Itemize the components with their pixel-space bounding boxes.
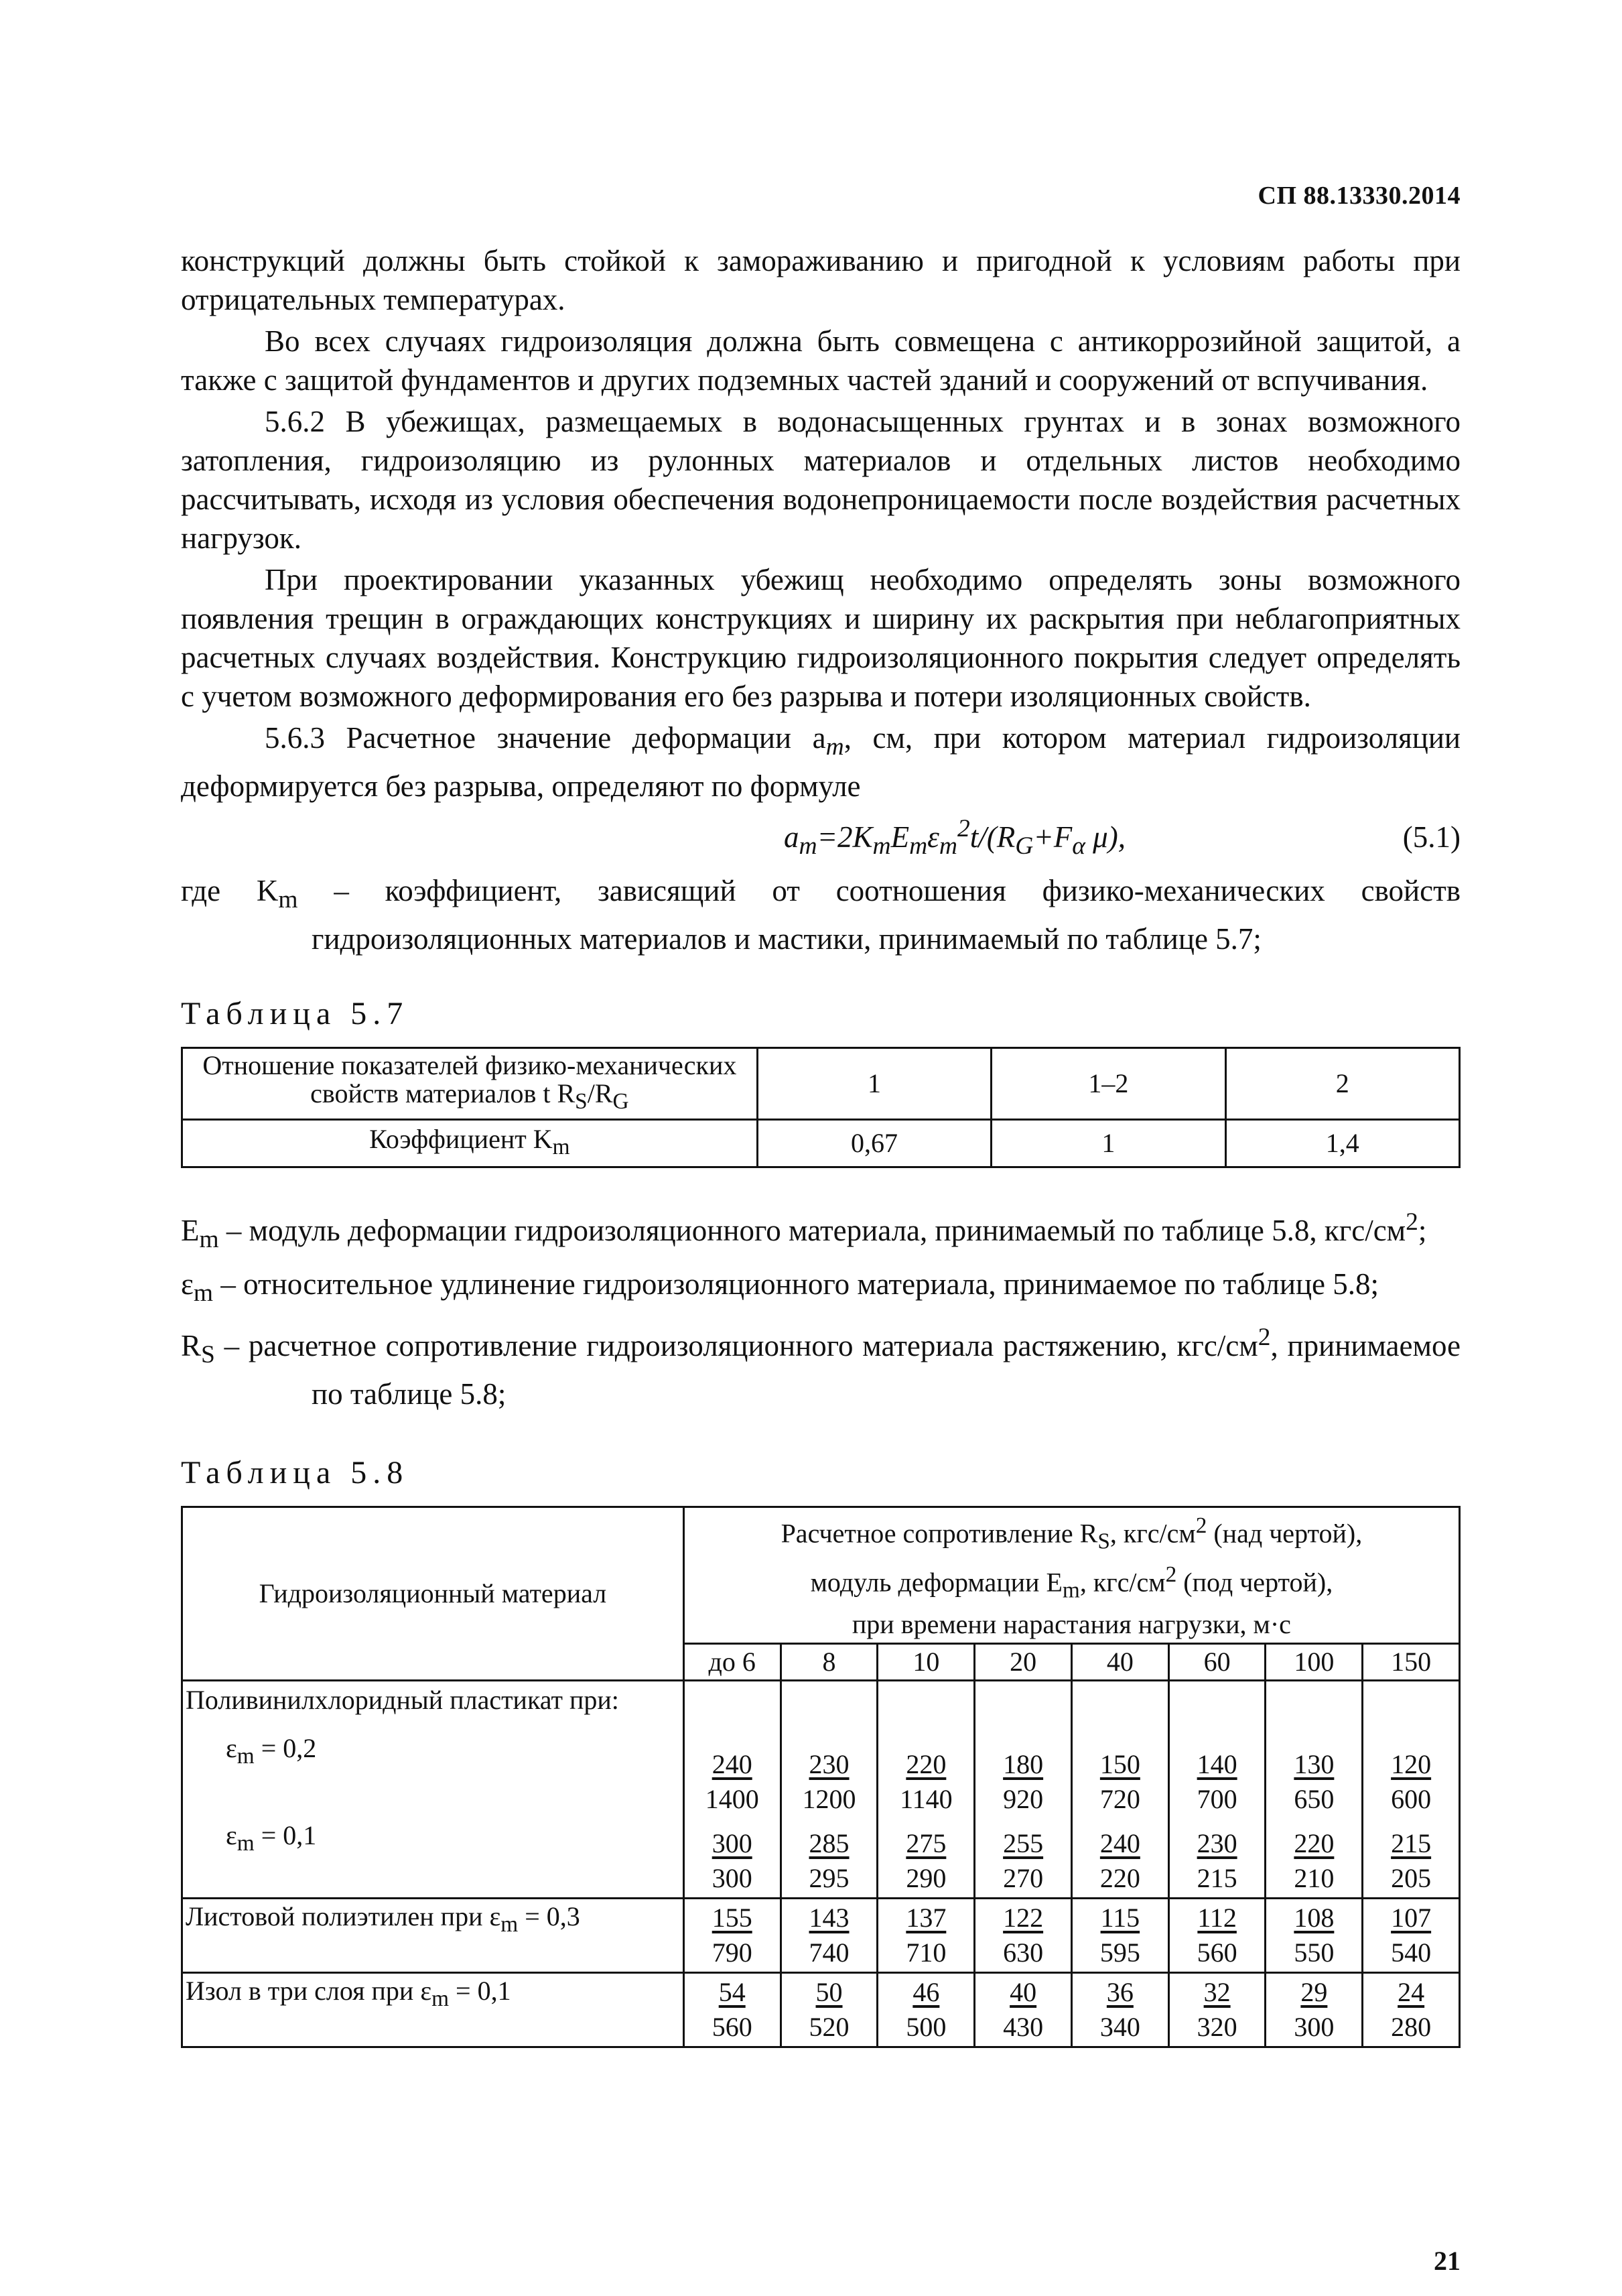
f-a: a — [784, 820, 799, 854]
pvc-02-sym: ε — [226, 1732, 237, 1763]
value-top: 115 — [1100, 1902, 1140, 1933]
izol-label — [182, 1972, 684, 2047]
value-bottom: 205 — [1391, 1862, 1432, 1893]
km-text: – коэффициент, зависящий от соотношения физико-механических свойств гидроизоляционных материалов и мастики, принимаемый по таблице 5.7; — [297, 874, 1461, 956]
table-row-izol — [182, 1972, 1460, 2047]
gh1-b: , кгс/см — [1109, 1518, 1196, 1549]
def-eps-sym: ε — [181, 1267, 194, 1301]
pvc-label: Поливинилхлоридный пластикат при: — [186, 1684, 619, 1715]
value-bottom: 1400 — [705, 1783, 759, 1814]
value-top: 24 — [1398, 1976, 1425, 2007]
izol-sub: m — [431, 1986, 450, 2011]
table-5-7 — [181, 1047, 1461, 1168]
value-bottom: 500 — [906, 2011, 947, 2042]
gh2-sub: m — [1062, 1578, 1080, 1603]
table-5-7-cell: 1 — [757, 1048, 991, 1120]
def-eps-text: – относительное удлинение гидроизоляционного материала, принимаемое по таблице 5.8; — [213, 1267, 1379, 1301]
pe-cell — [683, 1898, 781, 1972]
value-bottom: 700 — [1197, 1783, 1237, 1814]
f-sub-g: G — [1015, 832, 1034, 860]
value-top: 215 — [1391, 1828, 1432, 1858]
izol-cell — [1363, 1972, 1460, 2047]
value-top: 108 — [1294, 1902, 1335, 1933]
table-5-7-cell: 2 — [1225, 1048, 1459, 1120]
time-cell: 150 — [1363, 1643, 1460, 1680]
value-top: 54 — [718, 1976, 746, 2007]
izol-label-text: Изол в три слоя при ε — [186, 1975, 432, 2006]
value-bottom: 280 — [1391, 2011, 1432, 2042]
table-row-pvc — [182, 1680, 1460, 1898]
definition-rs — [181, 1318, 1461, 1413]
izol-cell — [1266, 1972, 1363, 2047]
pe-label — [182, 1898, 684, 1972]
table-5-7-row1-label — [182, 1048, 758, 1120]
value-bottom: 595 — [1099, 1937, 1140, 1968]
def-em-sup: 2 — [1406, 1208, 1418, 1236]
value-bottom: 430 — [1003, 2011, 1044, 2042]
value-bottom: 300 — [1294, 2011, 1335, 2042]
table-5-7-caption: Таблица 5.7 — [181, 996, 409, 1031]
value-bottom: 710 — [906, 1937, 947, 1968]
value-top: 180 — [1003, 1748, 1044, 1779]
value-bottom: 720 — [1099, 1783, 1140, 1814]
row1-label-sub1: S — [575, 1089, 588, 1114]
pvc-01-sub: m — [236, 1830, 255, 1856]
group-header-line-1 — [687, 1509, 1456, 1558]
f-sub-alpha: α — [1072, 832, 1085, 860]
group-header-line-2 — [687, 1558, 1456, 1607]
table-5-8-caption: Таблица 5.8 — [181, 1455, 409, 1490]
def-rs-sym: R — [181, 1329, 202, 1362]
value-top: 240 — [712, 1748, 752, 1779]
table-5-7-cell: 1,4 — [1225, 1120, 1459, 1167]
pvc-cell — [878, 1680, 975, 1898]
page-number: 21 — [1434, 2246, 1461, 2276]
row1-label-slash: /R — [587, 1078, 613, 1108]
pvc-cell — [1168, 1680, 1266, 1898]
gh1-c: (над чертой), — [1207, 1518, 1363, 1549]
izol-cell — [781, 1972, 878, 2047]
izol-cell — [1168, 1972, 1266, 2047]
f-plus-f: +F — [1033, 820, 1073, 854]
value-bottom: 520 — [809, 2011, 850, 2042]
km-definition — [181, 871, 1461, 958]
table-5-7-cell: 0,67 — [757, 1120, 991, 1167]
f-eps: ε — [927, 820, 939, 854]
pvc-cell — [1363, 1680, 1460, 1898]
paragraph-5 — [181, 718, 1461, 806]
pvc-02-label — [186, 1731, 680, 1774]
pe-cell — [975, 1898, 1072, 1972]
value-bottom: 340 — [1099, 2011, 1140, 2042]
value-bottom: 560 — [712, 2011, 752, 2042]
f-sub-m4: m — [939, 832, 957, 860]
pe-cell — [1071, 1898, 1168, 1972]
value-top: 137 — [906, 1902, 947, 1933]
time-cell: 8 — [781, 1643, 878, 1680]
row2-label-text: Коэффициент K — [369, 1124, 553, 1154]
value-bottom: 550 — [1294, 1937, 1335, 1968]
table-5-7-row2-label — [182, 1120, 758, 1167]
pe-label-text: Листовой полиэтилен при ε — [186, 1901, 501, 1931]
pe-cell — [781, 1898, 878, 1972]
f-sup-2: 2 — [957, 815, 970, 842]
body-text — [181, 241, 1461, 2048]
f-tr: t/(R — [969, 820, 1016, 854]
time-cell: 60 — [1168, 1643, 1266, 1680]
def-em-sub: m — [199, 1226, 219, 1253]
def-rs-sup: 2 — [1258, 1324, 1271, 1351]
time-cell: 10 — [878, 1643, 975, 1680]
paragraph-1: конструкций должны быть стойкой к замораживанию и пригодной к условиям работы при отрицательных температурах. — [181, 244, 1461, 316]
value-top: 130 — [1294, 1748, 1335, 1779]
f-e: E — [890, 820, 910, 854]
value-top: 285 — [809, 1828, 850, 1858]
time-cell: 100 — [1266, 1643, 1363, 1680]
table-row — [182, 1048, 1460, 1120]
value-bottom: 540 — [1391, 1937, 1432, 1968]
value-bottom: 600 — [1391, 1783, 1432, 1814]
standard-code: СП 88.13330.2014 — [1258, 182, 1461, 210]
row2-label-sub: m — [552, 1135, 570, 1159]
value-top: 36 — [1106, 1976, 1134, 2007]
def-rs-tail: , принимаемое по таблице 5.8; — [312, 1329, 1461, 1411]
pe-cell — [1363, 1898, 1460, 1972]
paragraph-2: Во всех случаях гидроизоляция должна быть совмещена с антикоррозийной защитой, а также с защитой фундаментов и других подземных частей зданий и сооружений от вспучивания. — [181, 324, 1461, 397]
formula-number: (5.1) — [1402, 820, 1461, 854]
formula-row — [181, 810, 1461, 866]
value-top: 120 — [1391, 1748, 1432, 1779]
value-top: 29 — [1300, 1976, 1328, 2007]
pe-cell — [1266, 1898, 1363, 1972]
izol-cell — [1071, 1972, 1168, 2047]
value-bottom: 1140 — [900, 1783, 953, 1814]
paragraph-5-sub: m — [825, 733, 844, 761]
value-bottom: 740 — [809, 1937, 850, 1968]
pvc-02-sub: m — [236, 1743, 255, 1769]
value-top: 220 — [906, 1748, 947, 1779]
table-row-pe — [182, 1898, 1460, 1972]
f-mu: μ), — [1085, 820, 1126, 854]
group-header-line-3: при времени нарастания нагрузки, м·с — [852, 1608, 1291, 1639]
value-bottom: 290 — [906, 1862, 947, 1893]
pe-val: = 0,3 — [518, 1901, 580, 1931]
value-top: 140 — [1197, 1748, 1237, 1779]
gh2-a: модуль деформации E — [810, 1567, 1063, 1598]
pvc-cell — [975, 1680, 1072, 1898]
value-bottom: 300 — [712, 1862, 752, 1893]
gh1-a: Расчетное сопротивление R — [781, 1518, 1098, 1549]
pvc-cell — [1266, 1680, 1363, 1898]
value-top: 107 — [1391, 1902, 1432, 1933]
paragraph-4: При проектировании указанных убежищ необходимо определять зоны возможного появления трещин в ограждающих конструкциях и ширину их раскрытия при неблагоприятных расчетных случаях воздействия. Конструкцию гидроизоляционного покрытия следует определять с учетом возможного деформирования его без разрыва и потери изоляционных свойств. — [181, 563, 1461, 713]
value-bottom: 210 — [1294, 1862, 1335, 1893]
value-bottom: 630 — [1003, 1937, 1044, 1968]
value-top: 155 — [712, 1902, 752, 1933]
value-bottom: 920 — [1003, 1783, 1044, 1814]
row1-label-a: Отношение показателей физико-механических — [202, 1050, 737, 1080]
def-em-tail: ; — [1418, 1214, 1427, 1247]
f-sub-m3: m — [909, 832, 928, 860]
value-bottom: 270 — [1003, 1862, 1044, 1893]
f-sub-m2: m — [872, 832, 891, 860]
pvc-cell — [683, 1680, 781, 1898]
value-top: 255 — [1003, 1828, 1044, 1858]
value-top: 32 — [1203, 1976, 1231, 2007]
table-5-7-cell: 1 — [992, 1120, 1225, 1167]
formula-5-1 — [784, 810, 1126, 866]
group-header — [683, 1507, 1459, 1644]
row1-label-sub2: G — [612, 1089, 629, 1114]
value-top: 220 — [1294, 1828, 1335, 1858]
value-bottom: 650 — [1294, 1783, 1335, 1814]
value-bottom: 215 — [1197, 1862, 1237, 1893]
def-rs-text: – расчетное сопротивление гидроизоляционного материала растяжению, кгс/см — [214, 1329, 1258, 1362]
value-bottom: 320 — [1197, 2011, 1237, 2042]
value-top: 46 — [913, 1976, 940, 2007]
value-bottom: 220 — [1099, 1862, 1140, 1893]
paragraph-5-b: , см, при котором материал гидроизоляции деформируется без разрыва, определяют по формуле — [181, 721, 1461, 803]
pe-cell — [878, 1898, 975, 1972]
def-em-sym: E — [181, 1214, 200, 1247]
time-cell: 40 — [1071, 1643, 1168, 1680]
km-sub: m — [278, 886, 298, 913]
pvc-02-val: = 0,2 — [254, 1732, 317, 1763]
def-eps-sub: m — [193, 1279, 214, 1307]
gh2-b: , кгс/см — [1079, 1567, 1166, 1598]
gh1-sub: S — [1097, 1529, 1110, 1554]
value-top: 230 — [1197, 1828, 1237, 1858]
value-top: 275 — [906, 1828, 947, 1858]
f-2k: =2K — [817, 820, 873, 854]
pvc-cell — [781, 1680, 878, 1898]
value-bottom: 560 — [1197, 1937, 1237, 1968]
value-top: 143 — [809, 1902, 850, 1933]
paragraph-5-a: 5.6.3 Расчетное значение деформации a — [265, 721, 826, 755]
definition-eps — [181, 1265, 1461, 1313]
izol-cell — [683, 1972, 781, 2047]
km-lead: где K — [181, 874, 279, 907]
pvc-label-cell — [182, 1680, 684, 1898]
pvc-01-val: = 0,1 — [254, 1820, 317, 1850]
table-row — [182, 1120, 1460, 1167]
value-top: 122 — [1003, 1902, 1044, 1933]
gh2-c: (под чертой), — [1176, 1567, 1333, 1598]
pvc-01-label — [186, 1818, 680, 1861]
izol-val: = 0,1 — [449, 1975, 511, 2006]
izol-cell — [878, 1972, 975, 2047]
f-sub-m1: m — [799, 832, 817, 860]
table-5-8 — [181, 1506, 1461, 2048]
pvc-cell — [1071, 1680, 1168, 1898]
row1-label-b — [187, 1080, 752, 1116]
table-header-row — [182, 1507, 1460, 1644]
def-em-text: – модуль деформации гидроизоляционного материала, принимаемый по таблице 5.8, кгс/см — [218, 1214, 1406, 1247]
value-bottom: 295 — [809, 1862, 850, 1893]
value-top: 150 — [1099, 1748, 1140, 1779]
time-cell: до 6 — [683, 1643, 781, 1680]
time-cell: 20 — [975, 1643, 1072, 1680]
value-top: 230 — [809, 1748, 850, 1779]
pe-sub: m — [500, 1911, 519, 1937]
value-top: 50 — [815, 1976, 843, 2007]
value-top: 112 — [1197, 1902, 1237, 1933]
value-top: 300 — [712, 1828, 752, 1858]
value-top: 40 — [1010, 1976, 1037, 2007]
row1-label-b-text: свойств материалов t R — [310, 1078, 576, 1108]
value-top: 240 — [1099, 1828, 1140, 1858]
gh2-sup: 2 — [1165, 1562, 1177, 1588]
paragraph-3: 5.6.2 В убежищах, размещаемых в водонасыщенных грунтах и в зонах возможного затопления, гидроизоляцию из рулонных материалов и отдельных листов необходимо рассчитывать, исходя из условия обеспечения водонепроницаемости после воздействия расчетных нагрузок. — [181, 405, 1461, 555]
izol-cell — [975, 1972, 1072, 2047]
def-rs-sub: S — [201, 1341, 215, 1368]
gh1-sup: 2 — [1195, 1513, 1207, 1538]
pvc-01-sym: ε — [226, 1820, 237, 1850]
material-header: Гидроизоляционный материал — [182, 1507, 684, 1681]
table-5-7-cell: 1–2 — [992, 1048, 1225, 1120]
value-bottom: 1200 — [802, 1783, 856, 1814]
definition-em — [181, 1203, 1461, 1259]
value-bottom: 790 — [712, 1937, 752, 1968]
pe-cell — [1168, 1898, 1266, 1972]
